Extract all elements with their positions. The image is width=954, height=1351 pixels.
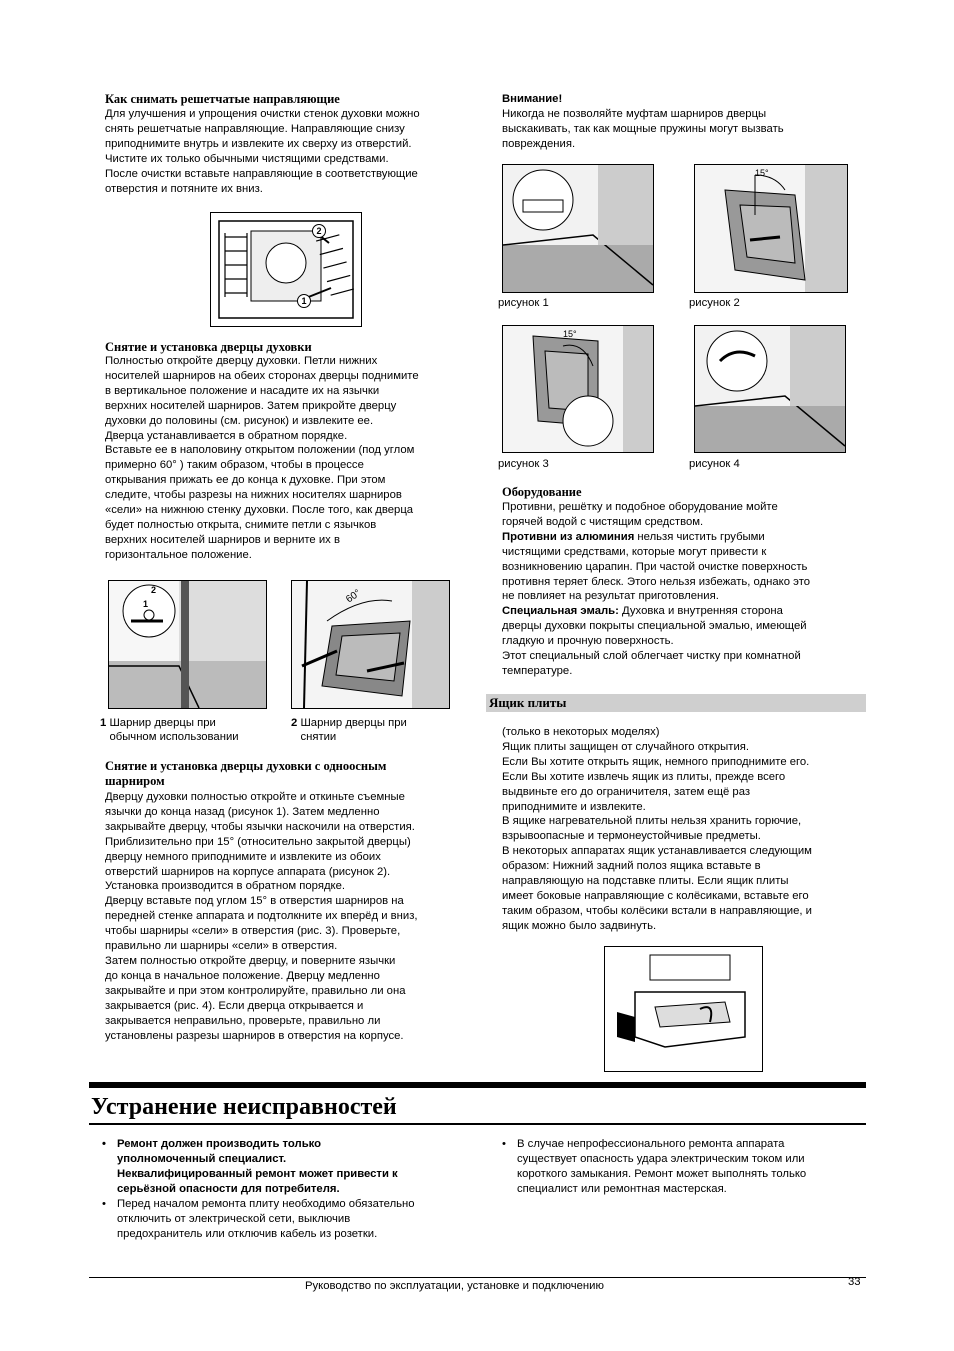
figure-2-angle: 15° bbox=[755, 168, 769, 178]
caption-hinge-1: 1 Шарнир дверцы при обычном использовании bbox=[100, 717, 239, 743]
figure-hinge-normal bbox=[108, 580, 267, 709]
section-body-single-axis-door: Дверцу духовки полностью откройте и откиньте съемные язычки до конца назад (рисунок 1). Затем медленно закрывайте дверцу, чтобы язычки наскочили на отверстия. Приблизительно при 15° (относительно закрытой дверцы) дверцу немного приподнимите и извлеките из обоих отверстий шарниров на корпусе аппарата (рисунок 2). Установка производится в обратном порядке. Дверцу вставьте под углом 15° в отверстия шарниров на передней стенке аппарата и подтолкните их вперёд и вниз, чтобы шарниры «сели» в отверстия (рис. 3). Проверьте, правильно ли шарниры «сели» в отверстия. Затем полностью откройте дверцу, и поверните язычки до конца в начальное положение. Дверцу медленно закрывайте и при этом контролируйте, правильно ли она закрывается (рис. 4). Если дверца открывается и закрывается неправильно, проверьте, правильно ли установлены разрезы шарниров в отверстия на корпусе. bbox=[105, 791, 418, 1042]
figure-1 bbox=[502, 164, 654, 293]
attention-body: Никогда не позволяйте муфтам шарниров дверцы выскакивать, так как мощные пружины могут вызвать повреждения. bbox=[502, 108, 784, 150]
equipment-heading: Оборудование bbox=[502, 485, 582, 499]
figure-hinge-removal bbox=[291, 580, 450, 709]
figure-label-1: 1 bbox=[297, 294, 311, 308]
figure-grid-guides bbox=[210, 212, 362, 327]
drawer-heading-band bbox=[486, 694, 866, 712]
footer-text: Руководство по эксплуатации, установке и подключению bbox=[305, 1280, 604, 1292]
section-heading-single-axis-door: Снятие и установка дверцы духовки с одноосным шарниром bbox=[105, 759, 387, 788]
list-item: • Перед началом ремонта плиту необходимо обязательно отключить от электрической сети, выключив предохранитель или отключив кабель из розетки. bbox=[100, 1197, 475, 1242]
figure-3-angle: 15° bbox=[563, 329, 577, 339]
section-rule-bottom bbox=[89, 1123, 866, 1125]
figure-1-caption: рисунок 1 bbox=[498, 297, 549, 309]
equipment-body: Противни, решётку и подобное оборудование мойте горячей водой с чистящим средством. Противни из алюминия нельзя чистить грубыми чистящими средствами, которые могут привести к возникновению царапин. При частой очистке поверхность противня теряет блеск. Этого нельзя избежать, однако это не повлияет на результат приготовления. Специальная эмаль: Духовка и внутренняя сторона дверцы духовки покрыты специальной эмалью, имеющей гладкую и прочную поверхность. Этот специальный слой облегчает чистку при комнатной температуре. bbox=[502, 501, 811, 677]
section-body-door: Полностью откройте дверцу духовки. Петли нижних носителей шарниров на обеих сторонах дверцы поднимите в вертикальное положение и насадите их на язычки верхних носителей шарниров. Затем прикройте дверцу духовки до половины (см. рисунок) и извлеките ее. Дверца устанавливается в обратном порядке. Вставьте ее в наполовину открытом положении (под углом примерно 60° ) таким образом, чтобы в процессе открывания прижать ее до конца к духовке. При этом следите, чтобы разрезы на нижних носителях шарниров «сели» на нижнюю стенку духовки. После того, как дверца будет полностью открыта, снимите петли с язычков верхних носителей шарниров и верните их в горизонтальное положение. bbox=[105, 355, 419, 561]
section-heading-grid-guides: Как снимать решетчатые направляющие bbox=[105, 92, 340, 106]
section-rule-top bbox=[89, 1082, 866, 1088]
section-body-grid-guides: Для улучшения и упрощения очистки стенок духовки можно снять решетчатые направляющие. Направляющие снизу приподнимите внутрь и извлеките их сверху из отверстий. Чистите их только обычными чистящими средствами. После очистки вставьте направляющие в соответствующие отверстия и потяните их вниз. bbox=[105, 108, 420, 195]
caption-hinge-2: 2 Шарнир дверцы при снятии bbox=[291, 717, 407, 743]
figure-4 bbox=[694, 325, 846, 453]
figure-drawer bbox=[604, 946, 763, 1072]
figure-2 bbox=[694, 164, 848, 293]
hinge-angle-60: 60° bbox=[344, 587, 363, 606]
figure-3-caption: рисунок 3 bbox=[498, 458, 549, 470]
troubleshooting-list-right bbox=[500, 1137, 865, 1197]
list-item: • В случае непрофессионального ремонта аппарата существует опасность удара электрическим током или короткого замыкания. Ремонт может выполнять только специалист или ремонтная мастерская. bbox=[500, 1137, 865, 1197]
hinge-label-2: 2 bbox=[151, 585, 157, 595]
figure-4-caption: рисунок 4 bbox=[689, 458, 740, 470]
drawer-heading: Ящик плиты bbox=[489, 695, 567, 710]
troubleshooting-list-left bbox=[100, 1137, 475, 1242]
drawer-body: (только в некоторых моделях) Ящик плиты защищен от случайного открытия. Если Вы хотите открыть ящик, немного приподнимите его. Если Вы хотите извлечь ящик из плиты, прежде всего выдвиньте его до ограничителя, затем ещё раз приподнимите и извлеките. В ящике нагревательной плиты нельзя хранить горючие, взрывоопасные и термонеустойчивые предметы. В некоторых аппаратах ящик устанавливается следующим образом: Нижний задний полоз ящика вставьте в направляющую на подставке плиты. Если ящик плиты имеет боковые направляющие с колёсиками, вставьте его таким образом, чтобы колёсики встали в направляющие, и ящик можно было задвинуть. bbox=[502, 726, 812, 932]
footer-rule bbox=[89, 1277, 866, 1278]
list-item: • Ремонт должен производить только уполномоченный специалист. Неквалифицированный ремонт может привести к серьёзной опасности для потребителя. bbox=[100, 1137, 475, 1197]
page-number: 33 bbox=[848, 1276, 861, 1288]
troubleshooting-title: Устранение неисправностей bbox=[91, 1094, 397, 1120]
figure-label-2: 2 bbox=[312, 224, 326, 238]
figure-3 bbox=[502, 325, 654, 453]
hinge-label-1: 1 bbox=[143, 599, 149, 609]
figure-2-caption: рисунок 2 bbox=[689, 297, 740, 309]
attention-title: Внимание! bbox=[502, 93, 563, 105]
section-heading-door: Снятие и установка дверцы духовки bbox=[105, 340, 312, 354]
